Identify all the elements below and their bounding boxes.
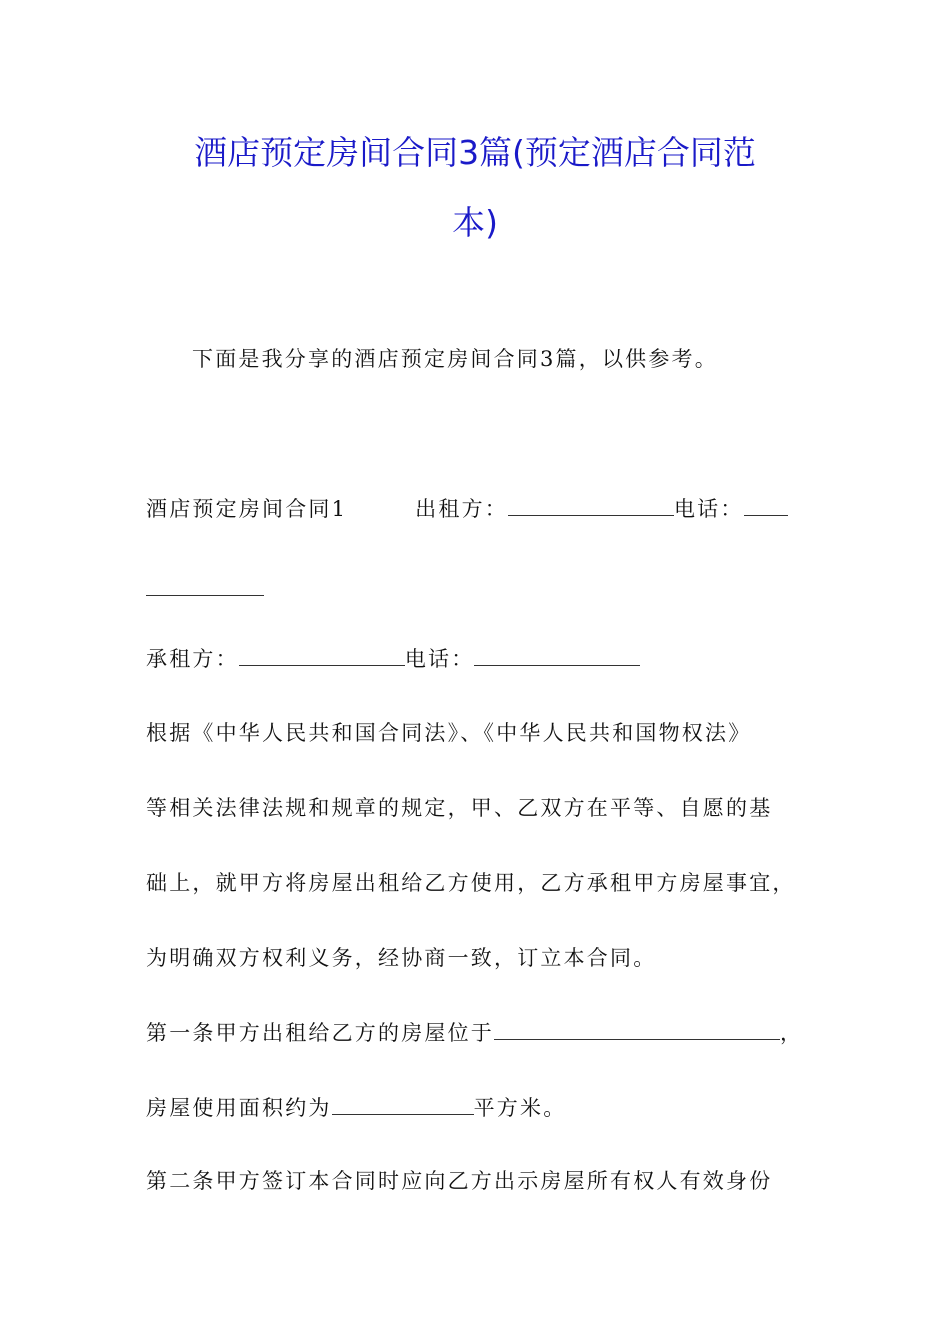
- area-unit: 平方米。: [473, 1096, 567, 1120]
- lessor-label: 出租方：: [415, 497, 508, 521]
- intro-paragraph: 下面是我分享的酒店预定房间合同3篇，以供参考。: [192, 347, 718, 371]
- phone-blank-continuation: [146, 574, 264, 604]
- phone-blank-2: [474, 645, 640, 666]
- phone-blank-1-end: [146, 575, 264, 596]
- document-title-line-1: 酒店预定房间合同3篇(预定酒店合同范: [194, 133, 756, 172]
- phone-label-1: 电话：: [673, 497, 744, 521]
- article-1-line-2: [146, 1093, 566, 1123]
- phone-label-2: 电话：: [404, 647, 475, 671]
- article-1-comma: ，: [780, 1021, 804, 1045]
- document-title-line-2: 本): [452, 203, 498, 242]
- para1-line-4: 为明确双方权利义务，经协商一致，订立本合同。: [146, 946, 657, 970]
- lessee-blank: [239, 645, 405, 666]
- article-1-line-1: [146, 1018, 803, 1048]
- contract-header-line: [146, 494, 788, 524]
- location-blank: [494, 1019, 780, 1040]
- area-blank: [332, 1094, 474, 1115]
- area-label: 房屋使用面积约为: [146, 1096, 332, 1120]
- phone-blank-1-start: [744, 495, 788, 516]
- lessee-label: 承租方：: [146, 647, 239, 671]
- article-2-line-1: 第二条甲方签订本合同时应向乙方出示房屋所有权人有效身份: [146, 1169, 773, 1193]
- para1-line-3: 础上，就甲方将房屋出租给乙方使用，乙方承租甲方房屋事宜，: [146, 871, 796, 895]
- contract-heading: 酒店预定房间合同1: [146, 497, 348, 521]
- lessor-blank: [508, 495, 674, 516]
- lessee-line: [146, 644, 640, 674]
- para1-line-1: 根据《中华人民共和国合同法》、《中华人民共和国物权法》: [146, 721, 752, 745]
- article-1-text: 第一条甲方出租给乙方的房屋位于: [146, 1021, 494, 1045]
- para1-line-2: 等相关法律法规和规章的规定，甲、乙双方在平等、自愿的基: [146, 796, 773, 820]
